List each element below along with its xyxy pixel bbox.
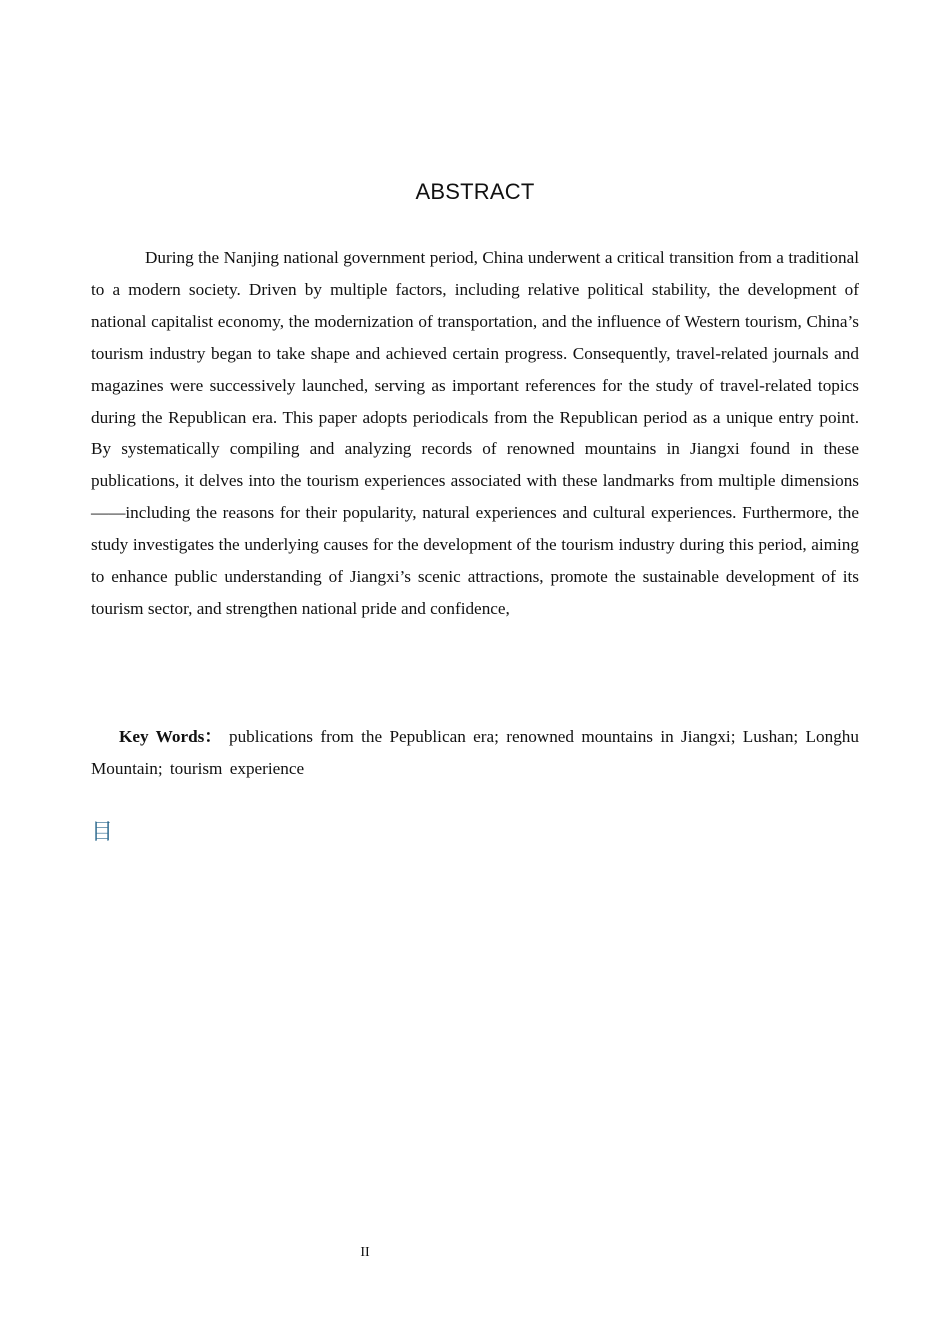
- keywords-paragraph: [91, 721, 859, 784]
- keywords-text: publications from the Pepublican era; renowned mountains in Jiangxi; Lushan; Longhu Mountain; tourism experience: [91, 727, 859, 778]
- toc-heading: 目: [91, 820, 114, 845]
- keywords-label: Key Words：: [119, 727, 222, 746]
- page-number: II: [360, 1245, 370, 1260]
- abstract-body: During the Nanjing national government period, China underwent a critical transition from a traditional to a modern society. Driven by multiple factors, including relative political stability, the development of national capitalist economy, the modernization of transportation, and the influence of Western tourism, China’s tourism industry began to take shape and achieved certain progress. Consequently, travel-related journals and magazines were successively launched, serving as important references for the study of travel-related topics during the Republican era. This paper adopts periodicals from the Republican period as a unique entry point. By systematically compiling and analyzing records of renowned mountains in Jiangxi found in these publications, it delves into the tourism experiences associated with these landmarks from multiple dimensions——including the reasons for their popularity, natural experiences and cultural experiences. Furthermore, the study investigates the underlying causes for the development of the tourism industry during this period, aiming to enhance public understanding of Jiangxi’s scenic attractions, promote the sustainable development of its tourism sector, and strengthen national pride and confidence,: [91, 248, 859, 618]
- abstract-title: ABSTRACT: [415, 179, 535, 204]
